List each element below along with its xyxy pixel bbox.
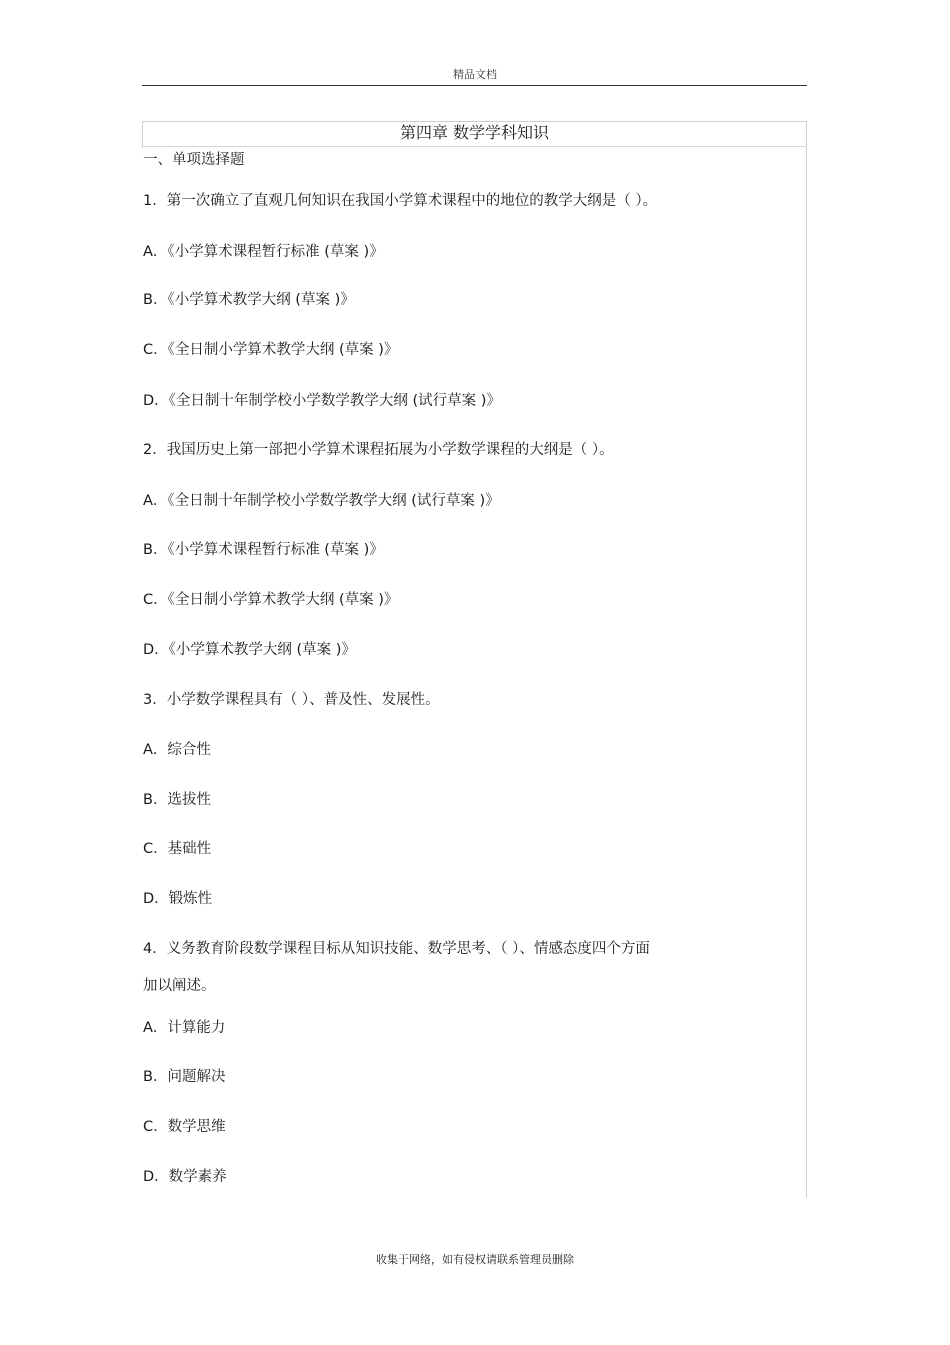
question-1-option-a: A．《小学算术课程暂行标准 (草案 )》 (143, 244, 384, 260)
question-2-option-c: C．《全日制小学算术教学大纲 (草案 )》 (143, 592, 399, 608)
section-title: 一、单项选择题 (143, 152, 245, 168)
question-1-option-c: C．《全日制小学算术教学大纲 (草案 )》 (143, 342, 399, 358)
question-3-option-a: A．综合性 (143, 742, 211, 758)
question-4-stem-continued: 加以阐述。 (143, 978, 216, 994)
question-4-option-b: B．问题解决 (143, 1069, 226, 1085)
question-2-stem: 2．我国历史上第一部把小学算术课程拓展为小学数学课程的大纲是（ ）。 (143, 442, 614, 458)
question-3-option-d: D．锻炼性 (143, 891, 213, 907)
question-4-option-c: C．数学思维 (143, 1119, 226, 1135)
question-3-option-c: C．基础性 (143, 841, 212, 857)
question-4-option-d: D．数学素养 (143, 1169, 227, 1185)
question-1-option-b: B．《小学算术教学大纲 (草案 )》 (143, 292, 355, 308)
header-rule (142, 85, 807, 86)
chapter-title: 第四章 数学学科知识 (399, 123, 550, 142)
question-2-option-d: D．《小学算术教学大纲 (草案 )》 (143, 642, 356, 658)
question-1-stem: 1．第一次确立了直观几何知识在我国小学算术课程中的地位的教学大纲是（ ）。 (143, 193, 658, 209)
question-2-option-a: A．《全日制十年制学校小学数学教学大纲 (试行草案 )》 (143, 493, 500, 509)
question-1-option-d: D．《全日制十年制学校小学数学教学大纲 (试行草案 )》 (143, 393, 501, 409)
page-header: 精品文档 (453, 68, 497, 81)
question-4-stem: 4．义务教育阶段数学课程目标从知识技能、数学思考、（ ）、情感态度四个方面 (143, 941, 650, 957)
title-divider (142, 146, 807, 147)
page-footer: 收集于网络，如有侵权请联系管理员删除 (376, 1253, 574, 1266)
question-3-option-b: B．选拔性 (143, 792, 211, 808)
question-2-option-b: B．《小学算术课程暂行标准 (草案 )》 (143, 542, 384, 558)
question-3-stem: 3．小学数学课程具有（ ）、普及性、发展性。 (143, 692, 440, 708)
question-4-option-a: A．计算能力 (143, 1020, 226, 1036)
